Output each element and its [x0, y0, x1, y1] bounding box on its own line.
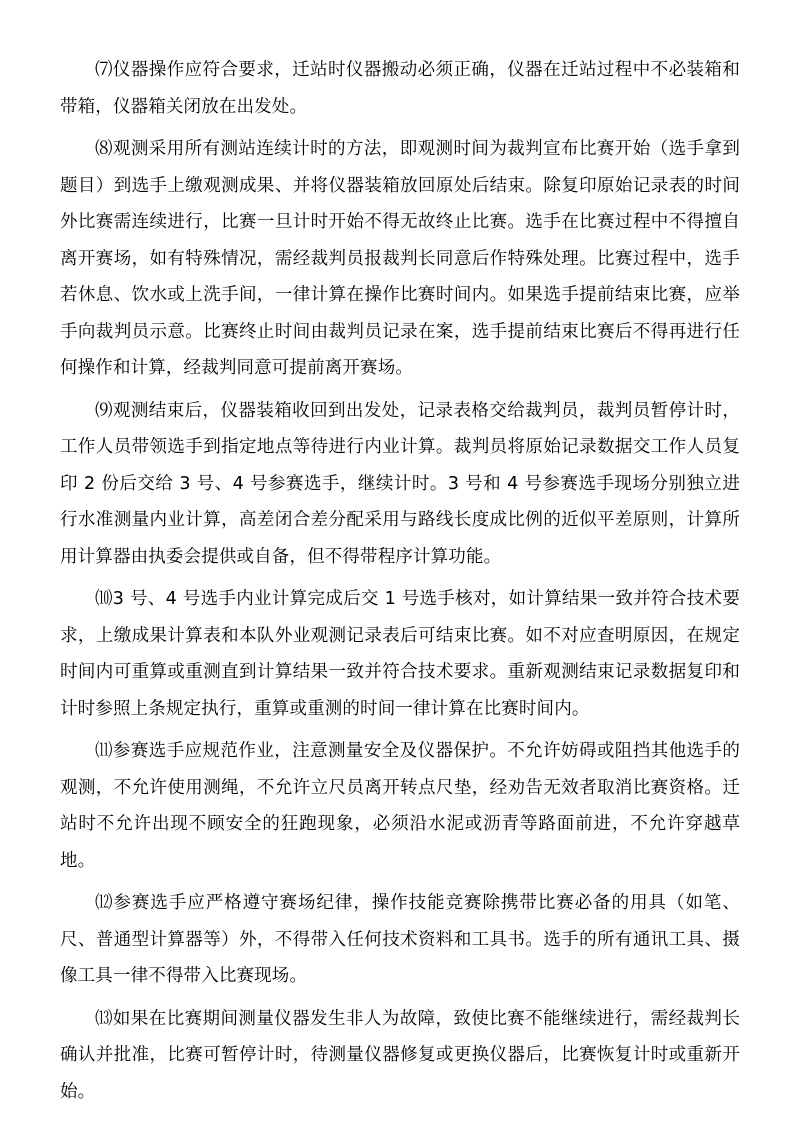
paragraph-rule-9: ⑼观测结束后，仪器装箱收回到出发处，记录表格交给裁判员，裁判员暂停计时，工作人员带领选手到指定地点等待进行内业计算。裁判员将原始记录数据交工作人员复印 2 份后交给 3 号、4 号参赛选手，继续计时。3 号和 4 号参赛选手现场分别独立进行水准测量内业计算，高差闭合差分配采用与路线长度成比例的近似平差原则，计算所用计算器由执委会提供或自备，但不得带程序计算功能。	[60, 400, 740, 567]
paragraph-rule-7: ⑺仪器操作应符合要求，迁站时仪器搬动必须正确，仪器在迁站过程中不必装箱和带箱，仪器箱关闭放在出发处。	[60, 60, 740, 117]
paragraph-rule-10: ⑽3 号、4 号选手内业计算完成后交 1 号选手核对，如计算结果一致并符合技术要求，上缴成果计算表和本队外业观测记录表后可结束比赛。如不对应查明原因，在规定时间内可重算或重测直到计算结果一致并符合技术要求。重新观测结束记录数据复印和计时参照上条规定执行，重算或重测的时间一律计算在比赛时间内。	[60, 589, 740, 719]
paragraph-rule-8: ⑻观测采用所有测站连续计时的方法，即观测时间为裁判宣布比赛开始（选手拿到题目）到选手上缴观测成果、并将仪器装箱放回原处后结束。除复印原始记录表的时间外比赛需连续进行，比赛一旦计时开始不得无故终止比赛。选手在比赛过程中不得擅自离开赛场，如有特殊情况，需经裁判员报裁判长同意后作特殊处理。比赛过程中，选手若休息、饮水或上洗手间，一律计算在操作比赛时间内。如果选手提前结束比赛，应举手向裁判员示意。比赛终止时间由裁判员记录在案，选手提前结束比赛后不得再进行任何操作和计算，经裁判同意可提前离开赛场。	[60, 139, 740, 378]
paragraph-rule-12: ⑿参赛选手应严格遵守赛场纪律，操作技能竞赛除携带比赛必备的用具（如笔、尺、普通型计算器等）外，不得带入任何技术资料和工具书。选手的所有通讯工具、摄像工具一律不得带入比赛现场。	[60, 893, 740, 986]
paragraph-rule-11: ⑾参赛选手应规范作业，注意测量安全及仪器保护。不允许妨碍或阻挡其他选手的观测，不允许使用测绳，不允许立尺员离开转点尺垫，经劝告无效者取消比赛资格。迁站时不允许出现不顾安全的狂跑现象，必须沿水泥或沥青等路面前进，不允许穿越草地。	[60, 741, 740, 871]
document-body	[60, 52, 740, 1116]
paragraph-rule-13: ⒀如果在比赛期间测量仪器发生非人为故障，致使比赛不能继续进行，需经裁判长确认并批准，比赛可暂停计时，待测量仪器修复或更换仪器后，比赛恢复计时或重新开始。	[60, 1008, 740, 1102]
